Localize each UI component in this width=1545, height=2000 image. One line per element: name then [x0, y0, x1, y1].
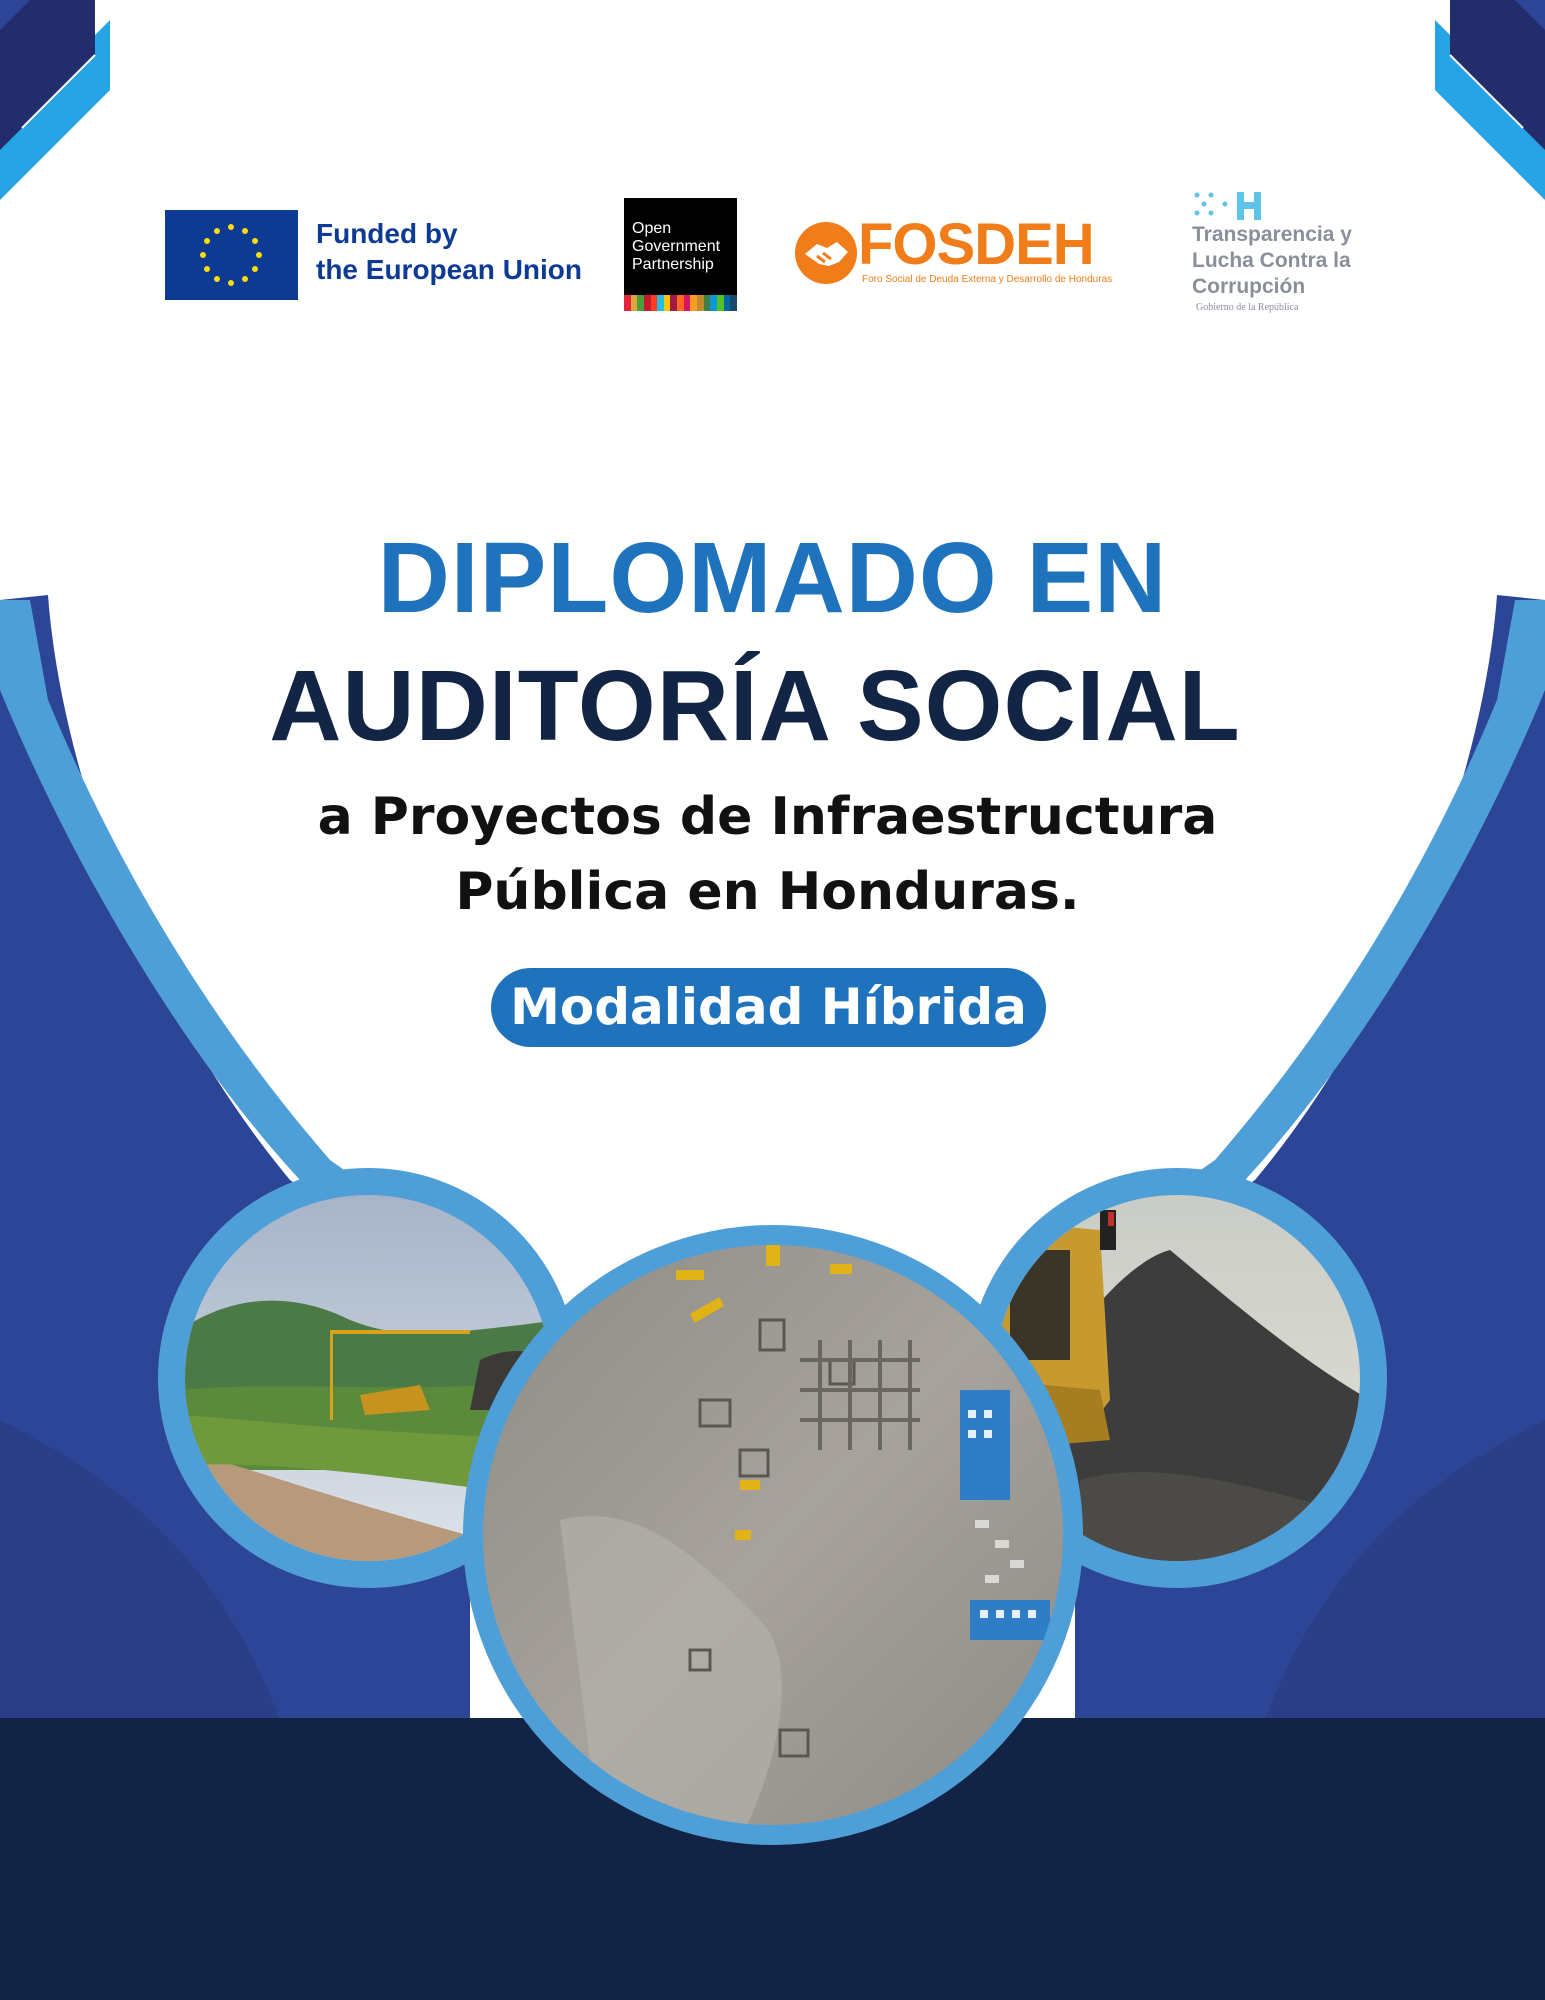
hn-line-3: Corrupción — [1192, 275, 1306, 298]
hn-line-1: Transparencia y — [1192, 223, 1352, 246]
ogp-line-1: Open — [632, 220, 672, 237]
ogp-line-2: Government — [632, 238, 721, 255]
modality-badge: Modalidad Híbrida — [491, 968, 1046, 1047]
title-line-2: AUDITORÍA SOCIAL — [269, 650, 1241, 762]
subtitle-line-2: Pública en Honduras. — [455, 862, 1080, 922]
eu-line-2: the European Union — [316, 254, 582, 285]
eu-line-1: Funded by — [316, 218, 458, 249]
subtitle-line-1: a Proyectos de Infraestructura — [317, 787, 1218, 847]
fosdeh-name: FOSDEH — [858, 212, 1094, 277]
fosdeh-tagline: Foro Social de Deuda Externa y Desarrollo de Honduras — [862, 274, 1113, 285]
title-line-1: DIPLOMADO EN — [377, 522, 1168, 634]
ogp-line-3: Partnership — [632, 256, 714, 273]
hn-sub-label: Gobierno de la República — [1196, 302, 1299, 313]
hn-line-2: Lucha Contra la — [1192, 249, 1351, 272]
